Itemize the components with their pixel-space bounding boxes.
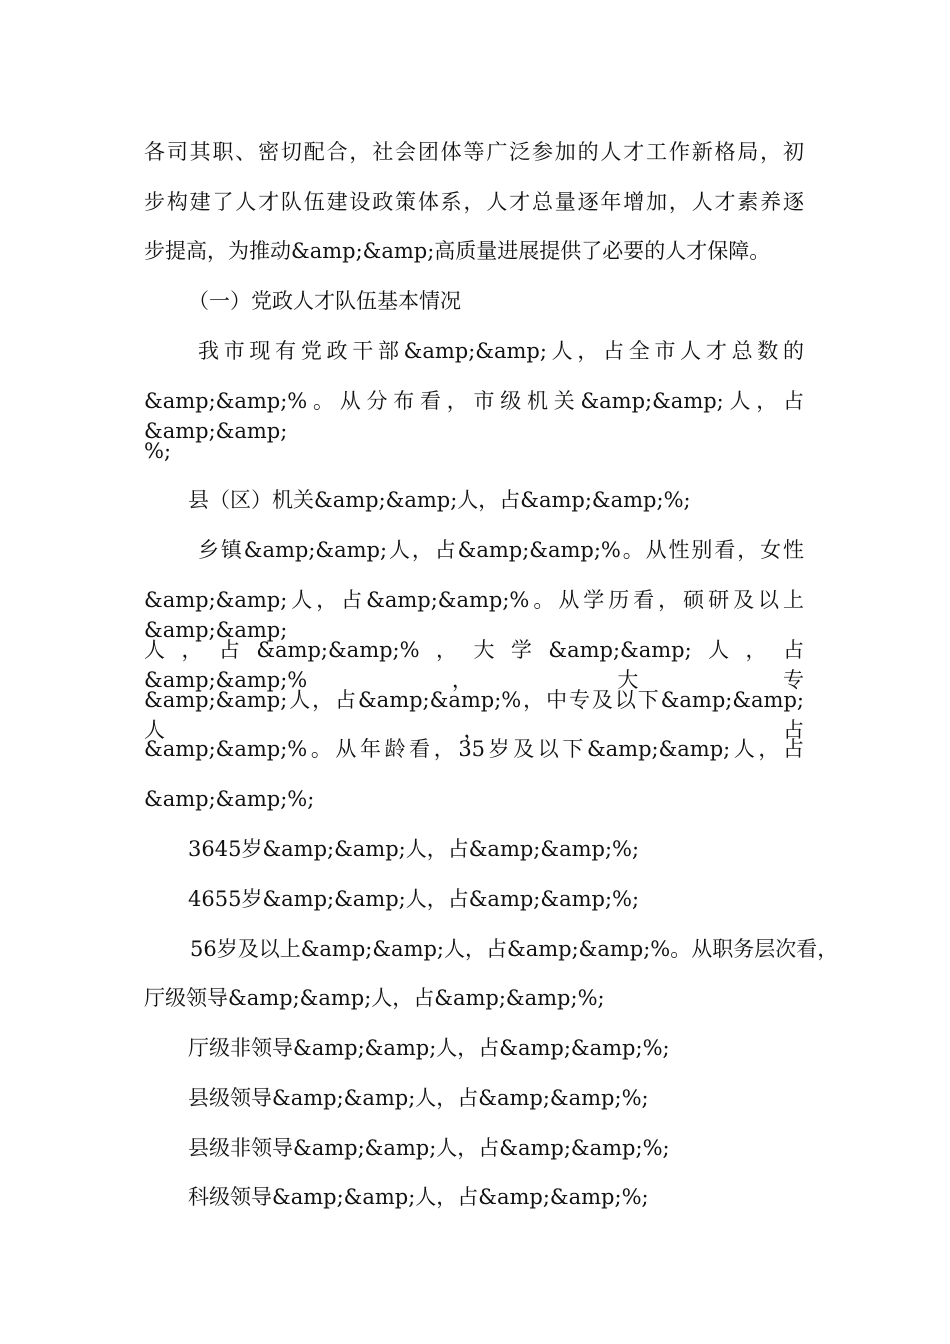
paragraph-line: 县级领导&amp;&amp;人，占&amp;&amp;%; <box>188 1086 649 1110</box>
paragraph-line: %; <box>144 439 172 463</box>
paragraph-line: &amp;&amp;人，占&amp;&amp;%，中专及以下&amp;&amp;人，占 <box>144 688 804 742</box>
paragraph-line: &amp;&amp;%; <box>144 787 315 811</box>
paragraph-line: 各司其职、密切配合，社会团体等广泛参加的人才工作新格局，初 <box>144 140 804 164</box>
paragraph-line: 乡镇&amp;&amp;人，占&amp;&amp;%。从性别看，女性 <box>198 538 804 562</box>
paragraph-line: 3645岁&amp;&amp;人，占&amp;&amp;%; <box>188 837 640 861</box>
paragraph-line: 人，占&amp;&amp;%，大学&amp;&amp;人，占&amp;&amp;%，大专 <box>144 638 804 692</box>
paragraph-line: &amp;&amp;%。从年龄看，35岁及以下&amp;&amp;人，占 <box>144 737 804 761</box>
paragraph-line: 科级领导&amp;&amp;人，占&amp;&amp;%; <box>188 1185 649 1209</box>
section-heading: （一）党政人才队伍基本情况 <box>188 289 461 313</box>
paragraph-line: 厅级领导&amp;&amp;人，占&amp;&amp;%; <box>144 986 605 1010</box>
paragraph-line: 厅级非领导&amp;&amp;人，占&amp;&amp;%; <box>188 1036 670 1060</box>
paragraph-line: 步构建了人才队伍建设政策体系，人才总量逐年增加，人才素养逐 <box>144 190 804 214</box>
paragraph-line: 4655岁&amp;&amp;人，占&amp;&amp;%; <box>188 887 640 911</box>
paragraph-line: &amp;&amp;%。从分布看，市级机关&amp;&amp;人，占&amp;&amp; <box>144 389 804 443</box>
paragraph-line: 步提高，为推动&amp;&amp;高质量进展提供了必要的人才保障。 <box>144 239 771 263</box>
paragraph-line: 县（区）机关&amp;&amp;人，占&amp;&amp;%; <box>188 488 691 512</box>
paragraph-line: 56岁及以上&amp;&amp;人，占&amp;&amp;%。从职务层次看， <box>190 937 839 961</box>
paragraph-line: 我市现有党政干部&amp;&amp;人，占全市人才总数的 <box>198 339 804 363</box>
paragraph-line: &amp;&amp;人，占&amp;&amp;%。从学历看，硕研及以上&amp;&amp; <box>144 588 804 642</box>
paragraph-line: 县级非领导&amp;&amp;人，占&amp;&amp;%; <box>188 1136 670 1160</box>
